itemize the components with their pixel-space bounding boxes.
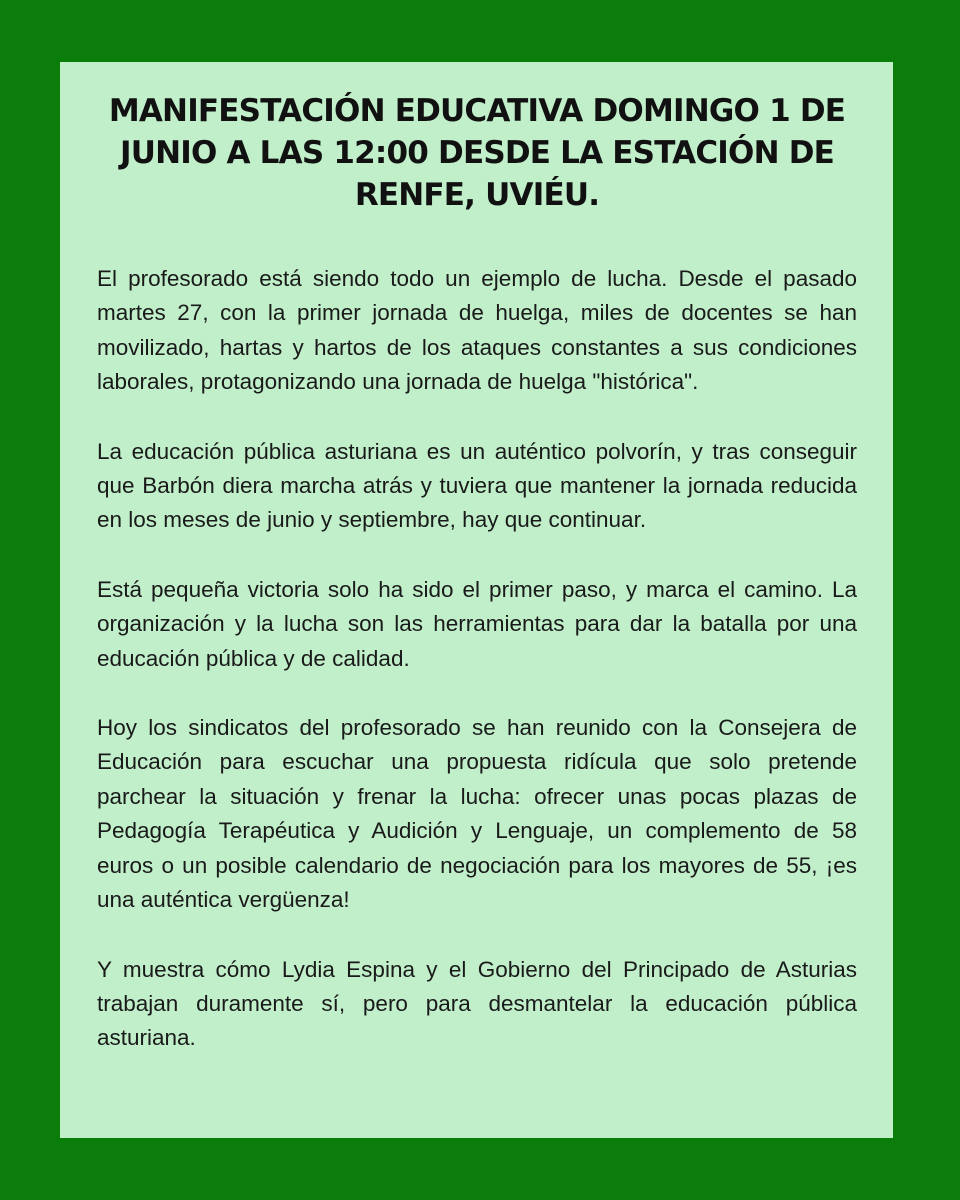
paragraph-2: La educación pública asturiana es un auténtico polvorín, y tras conseguir que Barbón diera marcha atrás y tuviera que mantener la jornada reducida en los meses de junio y septiembre, hay que continuar.	[97, 438, 857, 533]
content-panel	[60, 62, 893, 1138]
paragraph-3: Está pequeña victoria solo ha sido el primer paso, y marca el camino. La organización y la lucha son las herramientas para dar la batalla por una educación pública y de calidad.	[97, 576, 857, 671]
paragraph-4: Hoy los sindicatos del profesorado se han reunido con la Consejera de Educación para escuchar una propuesta ridícula que solo pretende parchear la situación y frenar la lucha: ofrecer unas pocas plazas de Pedagogía Terapéutica y Audición y Lenguaje, un complemento de 58 euros o un posible calendario de negociación para los mayores de 55, ¡es una auténtica vergüenza!	[97, 715, 857, 913]
body-text	[97, 262, 857, 1056]
page-title: MANIFESTACIÓN EDUCATIVA DOMINGO 1 DE JUNIO A LAS 12:00 DESDE LA ESTACIÓN DE RENFE, UVIÉU.	[108, 93, 846, 213]
paragraph-5: Y muestra cómo Lydia Espina y el Gobierno del Principado de Asturias trabajan duramente sí, pero para desmantelar la educación pública asturiana.	[97, 956, 857, 1051]
paragraph-1: El profesorado está siendo todo un ejemplo de lucha. Desde el pasado martes 27, con la primer jornada de huelga, miles de docentes se han movilizado, hartas y hartos de los ataques constantes a sus condiciones laborales, protagonizando una jornada de huelga "histórica".	[97, 266, 857, 395]
